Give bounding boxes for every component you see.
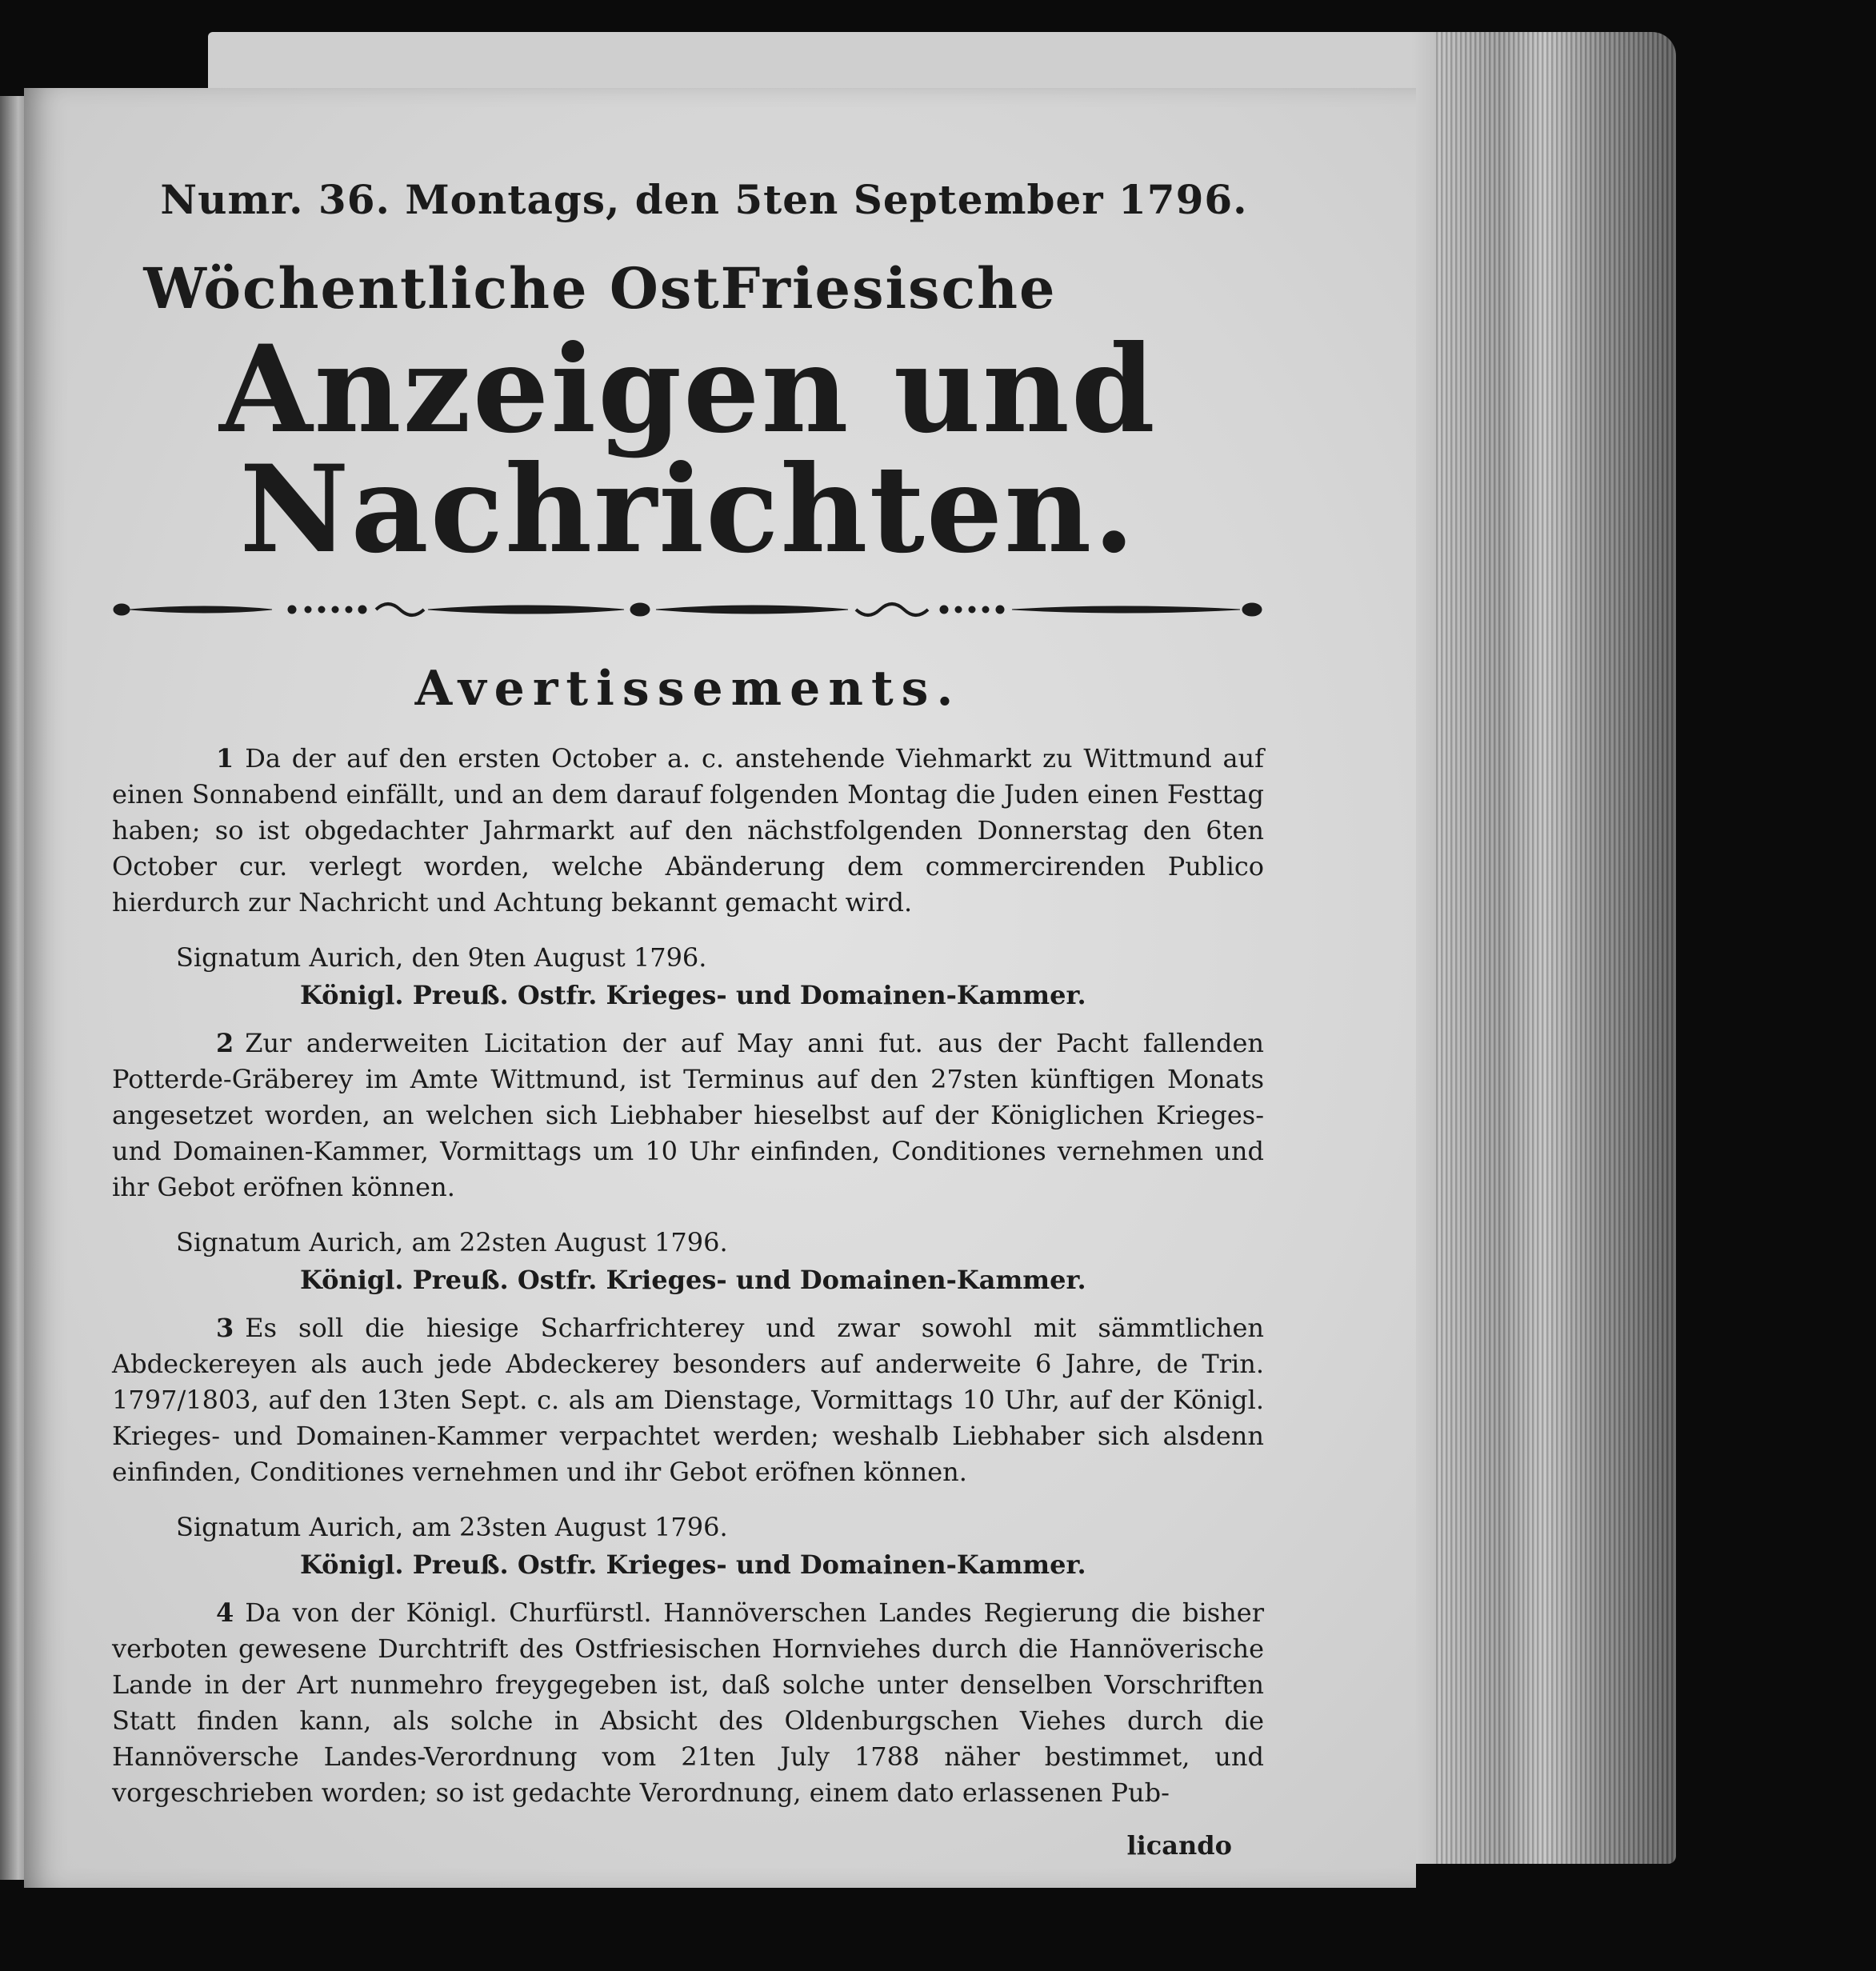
notice-number: 2 bbox=[216, 1028, 234, 1058]
notice-text: Da von der Königl. Churfürstl. Hannöverschen Landes Regierung die bisher verboten gewesene Durchtrift des Ostfriesischen Hornviehes durch die Hannöverische Lande in der Art nunmehro freygegeben ist, daß solche unter denselben Vorschriften Statt finden kann, als solche in Absicht des Oldenburgschen Viehes durch die Hannöversche Landes-Verordnung vom 21ten July 1788 näher bestimmet, und vorgeschrieben worden; so ist gedachte Verordnung, einem dato erlassenen Pub- bbox=[112, 1597, 1264, 1808]
notice-1 bbox=[112, 741, 1264, 921]
notice-text: Da der auf den ersten October a. c. anstehende Viehmarkt zu Wittmund auf einen Sonnabend einfällt, und an dem darauf folgenden Montag die Juden einen Festtag haben; so ist obgedachter Jahrmarkt auf den nächstfolgenden Donnerstag den 6ten October cur. verlegt worden, welche Abänderung dem commercirenden Publico hierdurch zur Nachricht und Achtung bekannt gemacht wird. bbox=[112, 743, 1264, 918]
newspaper-page bbox=[24, 88, 1416, 1888]
page-content bbox=[112, 176, 1264, 1861]
issue-line: Numr. 36. Montags, den 5ten September 1796. bbox=[160, 176, 1248, 223]
catchword: licando bbox=[1126, 1830, 1232, 1861]
notice-4 bbox=[112, 1595, 1264, 1811]
notice-authority: Königl. Preuß. Ostfr. Krieges- und Domainen-Kammer. bbox=[300, 980, 1086, 1010]
notice-number: 1 bbox=[216, 743, 234, 774]
notice-2 bbox=[112, 1025, 1264, 1205]
notice-text: Zur anderweiten Licitation der auf May anni fut. aus der Pacht fallenden Potterde-Gräberey im Amte Wittmund, ist Terminus auf den 27sten künftigen Monats angesetzet worden, an welchen sich Liebhaber hieselbst auf der Königlichen Krieges- und Domainen-Kammer, Vormittags um 10 Uhr einfinden, Conditiones vernehmen und ihr Gebot eröfnen können. bbox=[112, 1028, 1264, 1202]
notice-signature: Signatum Aurich, am 23sten August 1796. bbox=[176, 1512, 728, 1542]
masthead-title: Anzeigen und Nachrichten. bbox=[219, 319, 1157, 580]
notice-3 bbox=[112, 1310, 1264, 1490]
ornamental-rule bbox=[112, 594, 1264, 626]
masthead-subtitle: Wöchentliche OstFriesische bbox=[143, 255, 1057, 322]
section-heading: Avertissements. bbox=[414, 661, 962, 717]
notice-number: 3 bbox=[216, 1313, 234, 1343]
notice-number: 4 bbox=[216, 1597, 234, 1628]
notice-authority: Königl. Preuß. Ostfr. Krieges- und Domainen-Kammer. bbox=[300, 1549, 1086, 1580]
notice-signature: Signatum Aurich, am 22sten August 1796. bbox=[176, 1227, 728, 1257]
notice-authority: Königl. Preuß. Ostfr. Krieges- und Domainen-Kammer. bbox=[300, 1265, 1086, 1295]
notice-signature: Signatum Aurich, den 9ten August 1796. bbox=[176, 942, 707, 973]
notice-text: Es soll die hiesige Scharfrichterey und zwar sowohl mit sämmtlichen Abdeckereyen als auch jede Abdeckerey besonders auf anderweite 6 Jahre, de Trin. 1797/1803, auf den 13ten Sept. c. als am Dienstage, Vormittags 10 Uhr, auf der Königl. Krieges- und Domainen-Kammer verpachtet werden; weshalb Liebhaber sich alsdenn einfinden, Conditiones vernehmen und ihr Gebot eröfnen können. bbox=[112, 1313, 1264, 1487]
